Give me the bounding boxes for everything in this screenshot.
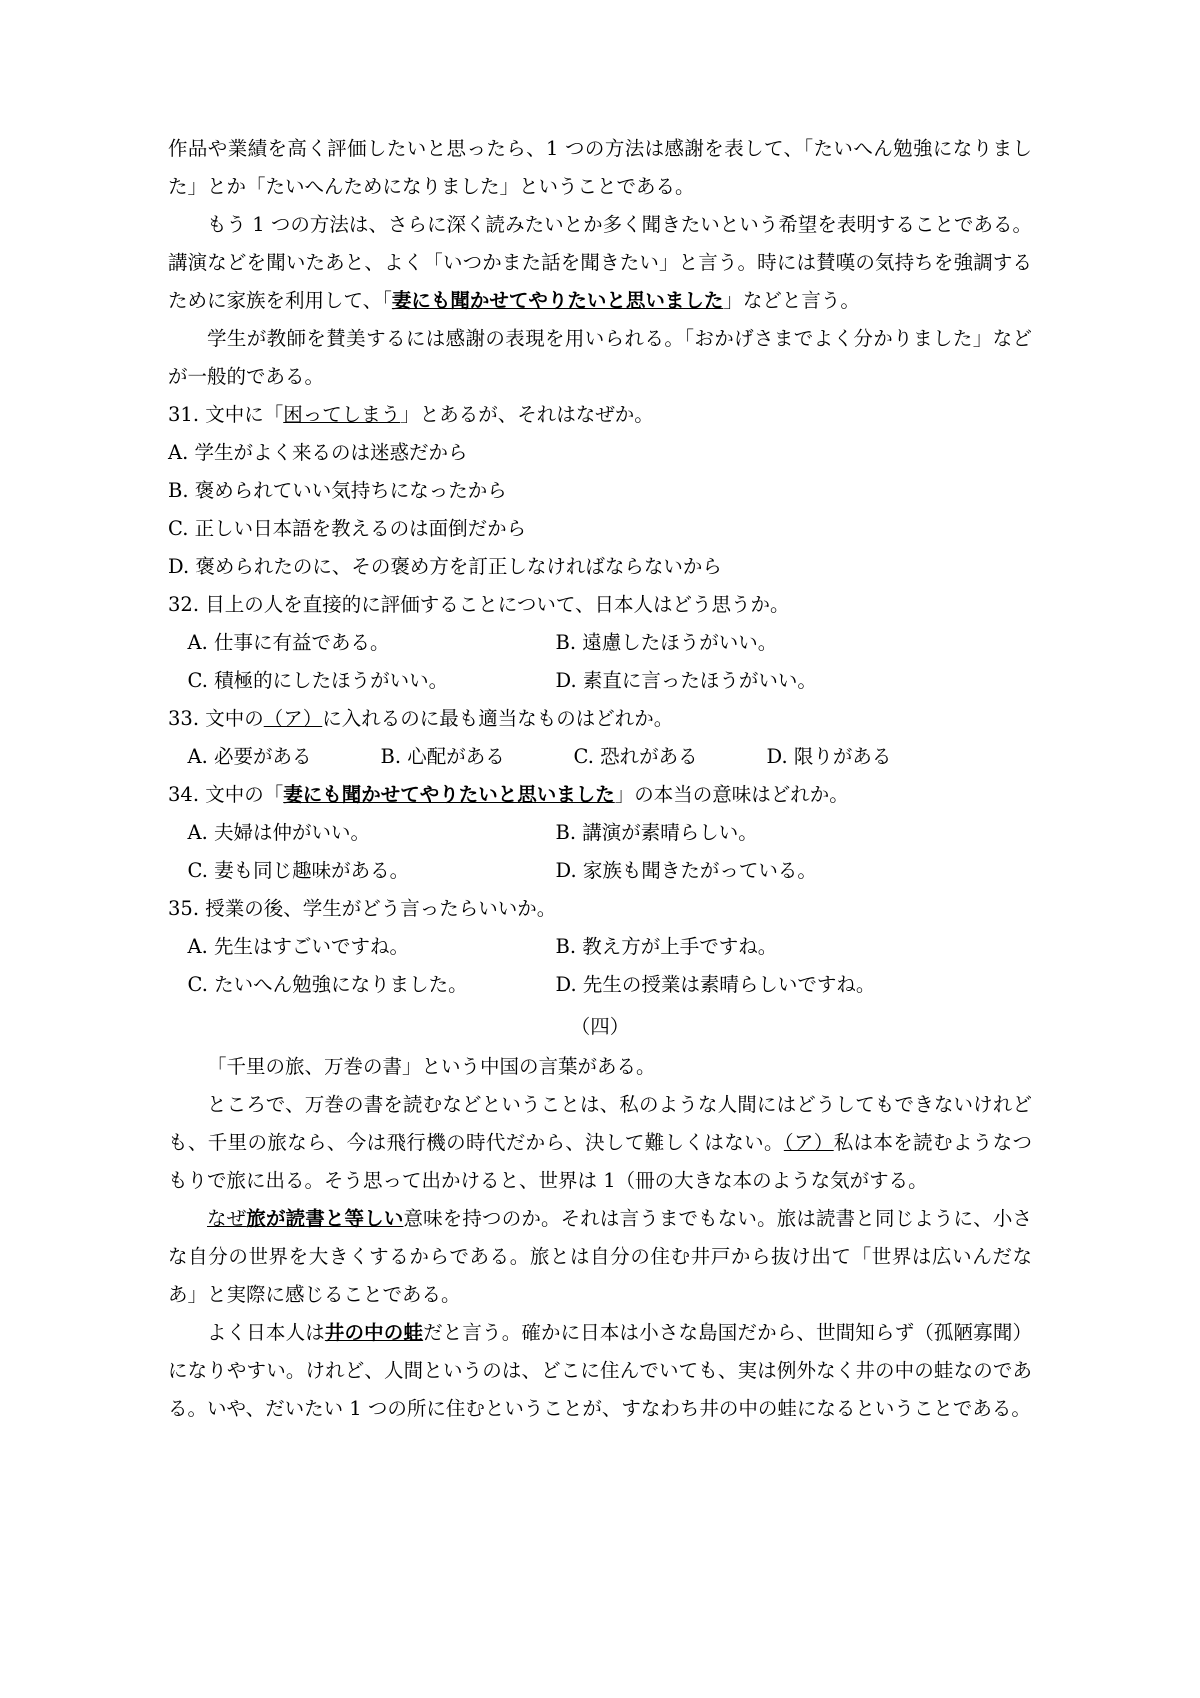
- passage-paragraph-3-text: 意味を持つのか。それは言うまでもない。旅は読書と同じように、小さな自分の世界を大きくするからである。旅とは自分の住む井戸から抜け出て「世界は広いんだなあ」と実際に感じることである。: [168, 1207, 1032, 1306]
- question-35-option-b[interactable]: B. 教え方が上手ですね。: [555, 935, 778, 958]
- paragraph-2-text-b: 」などと言う。: [723, 289, 860, 312]
- question-32-option-d[interactable]: D. 素直に言ったほうがいい。: [555, 669, 817, 692]
- passage-paragraph-4-emphasis: 井の中の蛙: [324, 1321, 424, 1344]
- question-35-pre: 授業の後、学生がどう言ったらいいか。: [205, 897, 557, 920]
- passage-paragraph-4: [168, 1314, 1032, 1428]
- question-34-option-row-1: [168, 814, 1032, 852]
- paragraph-2: [168, 206, 1032, 320]
- question-34-option-c[interactable]: C. 妻も同じ趣味がある。: [187, 859, 410, 882]
- paragraph-1: [168, 130, 1032, 206]
- passage-paragraph-2: [168, 1086, 1032, 1200]
- question-34-option-a[interactable]: A. 夫婦は仲がいい。: [187, 821, 370, 844]
- question-35-number: 35.: [168, 897, 200, 920]
- passage-paragraph-4-text-a: よく日本人は: [207, 1321, 325, 1344]
- passage-paragraph-2-text-a: ところで、万巻の書を読むなどということは、私のような人間にはどうしてもできないけれども、千里の旅なら、今は飛行機の時代だから、決して難しくはない。: [168, 1093, 1032, 1154]
- question-31-option-a[interactable]: A. 学生がよく来るのは迷惑だから: [168, 441, 468, 464]
- question-32-number: 32.: [168, 593, 200, 616]
- passage-paragraph-3-emphasis: 旅が読書と等しい: [246, 1207, 404, 1230]
- question-34-option-d[interactable]: D. 家族も聞きたがっている。: [555, 859, 817, 882]
- question-33-option-b[interactable]: B. 心配がある: [380, 745, 505, 768]
- question-31-option-d[interactable]: D. 褒められたのに、その褒め方を訂正しなければならないから: [168, 555, 722, 578]
- question-31-underline: 困ってしまう: [283, 403, 401, 426]
- question-34-pre: 文中の「: [205, 783, 284, 806]
- paragraph-3-text: 学生が教師を賛美するには感謝の表現を用いられる。「おかげさまでよく分かりました」などが一般的である。: [168, 327, 1032, 388]
- passage-sentence-1: [168, 1048, 1032, 1086]
- question-35-option-d[interactable]: D. 先生の授業は素晴らしいですね。: [555, 973, 876, 996]
- question-33-pre: 文中の: [205, 707, 264, 730]
- passage-paragraph-4-text-b: だと言う。確かに日本は小さな島国だから、世間知らず（孤陋寡聞）になりやすい。けれど、人間というのは、どこに住んでいても、実は例外なく井の中の蛙なのである。いや、だいたい 1 つの所に住むということが、すなわち井の中の蛙になるということである。: [168, 1321, 1032, 1420]
- question-32-option-a[interactable]: A. 仕事に有益である。: [187, 631, 390, 654]
- question-33-post: に入れるのに最も適当なものはどれか。: [322, 707, 674, 730]
- passage-paragraph-2-text-b: 私は本を読むようなつもりで旅に出る。そう思って出かけると、世界は 1（冊の大きな本のような気がする。: [168, 1131, 1032, 1192]
- question-32-option-c[interactable]: C. 積極的にしたほうがいい。: [187, 669, 449, 692]
- question-35-stem: [168, 890, 1032, 928]
- question-32-option-row-2: [168, 662, 1032, 700]
- question-34-option-b[interactable]: B. 講演が素晴らしい。: [555, 821, 758, 844]
- question-32-pre: 目上の人を直接的に評価することについて、日本人はどう思うか。: [205, 593, 790, 616]
- paragraph-2-emphasis: 妻にも聞かせてやりたいと思いました: [391, 289, 724, 312]
- question-34-stem: [168, 776, 1032, 814]
- paragraph-3: [168, 320, 1032, 396]
- document-body: [168, 130, 1032, 1428]
- passage-blank-a: （ア）: [783, 1131, 834, 1154]
- question-33-option-row: [168, 738, 1032, 776]
- question-32-stem: [168, 586, 1032, 624]
- question-34-option-row-2: [168, 852, 1032, 890]
- question-31-option-b[interactable]: B. 褒められていい気持ちになったから: [168, 479, 507, 502]
- question-34-post: 」の本当の意味はどれか。: [614, 783, 849, 806]
- question-34-number: 34.: [168, 783, 200, 806]
- question-33-option-c[interactable]: C. 恐れがある: [573, 745, 698, 768]
- passage-paragraph-3: [168, 1200, 1032, 1314]
- question-31-option-c[interactable]: C. 正しい日本語を教えるのは面倒だから: [168, 517, 527, 540]
- question-35-option-c[interactable]: C. たいへん勉強になりました。: [187, 973, 468, 996]
- passage-paragraph-3-underline-lead: なぜ: [207, 1207, 247, 1230]
- question-35-option-row-1: [168, 928, 1032, 966]
- question-32-option-b[interactable]: B. 遠慮したほうがいい。: [555, 631, 778, 654]
- question-35-option-a[interactable]: A. 先生はすごいですね。: [187, 935, 409, 958]
- paragraph-2-text-a: もう 1 つの方法は、さらに深く読みたいとか多く聞きたいという希望を表明することである。講演などを聞いたあと、よく「いつかまた話を聞きたい」と言う。時には賛嘆の気持ちを強調するために家族を利用して、「: [168, 213, 1032, 312]
- question-31-number: 31.: [168, 403, 200, 426]
- question-31-pre: 文中に「: [205, 403, 284, 426]
- question-33-option-a[interactable]: A. 必要がある: [187, 745, 312, 768]
- question-33-number: 33.: [168, 707, 200, 730]
- question-33-blank: （ア）: [263, 707, 323, 730]
- question-33-option-d[interactable]: D. 限りがある: [766, 745, 892, 768]
- section-label: （四）: [570, 1015, 630, 1038]
- question-35-option-row-2: [168, 966, 1032, 1004]
- question-31-post: 」とあるが、それはなぜか。: [400, 403, 654, 426]
- paragraph-1-text: 作品や業績を高く評価したいと思ったら、1 つの方法は感謝を表して、「たいへん勉強になりました」とか「たいへんためになりました」ということである。: [168, 137, 1032, 198]
- question-33-stem: [168, 700, 1032, 738]
- passage-sentence-1-text: 「千里の旅、万巻の書」という中国の言葉がある。: [207, 1055, 656, 1078]
- question-31-stem: [168, 396, 1032, 434]
- question-32-option-row-1: [168, 624, 1032, 662]
- question-34-quote: 妻にも聞かせてやりたいと思いました: [283, 783, 615, 806]
